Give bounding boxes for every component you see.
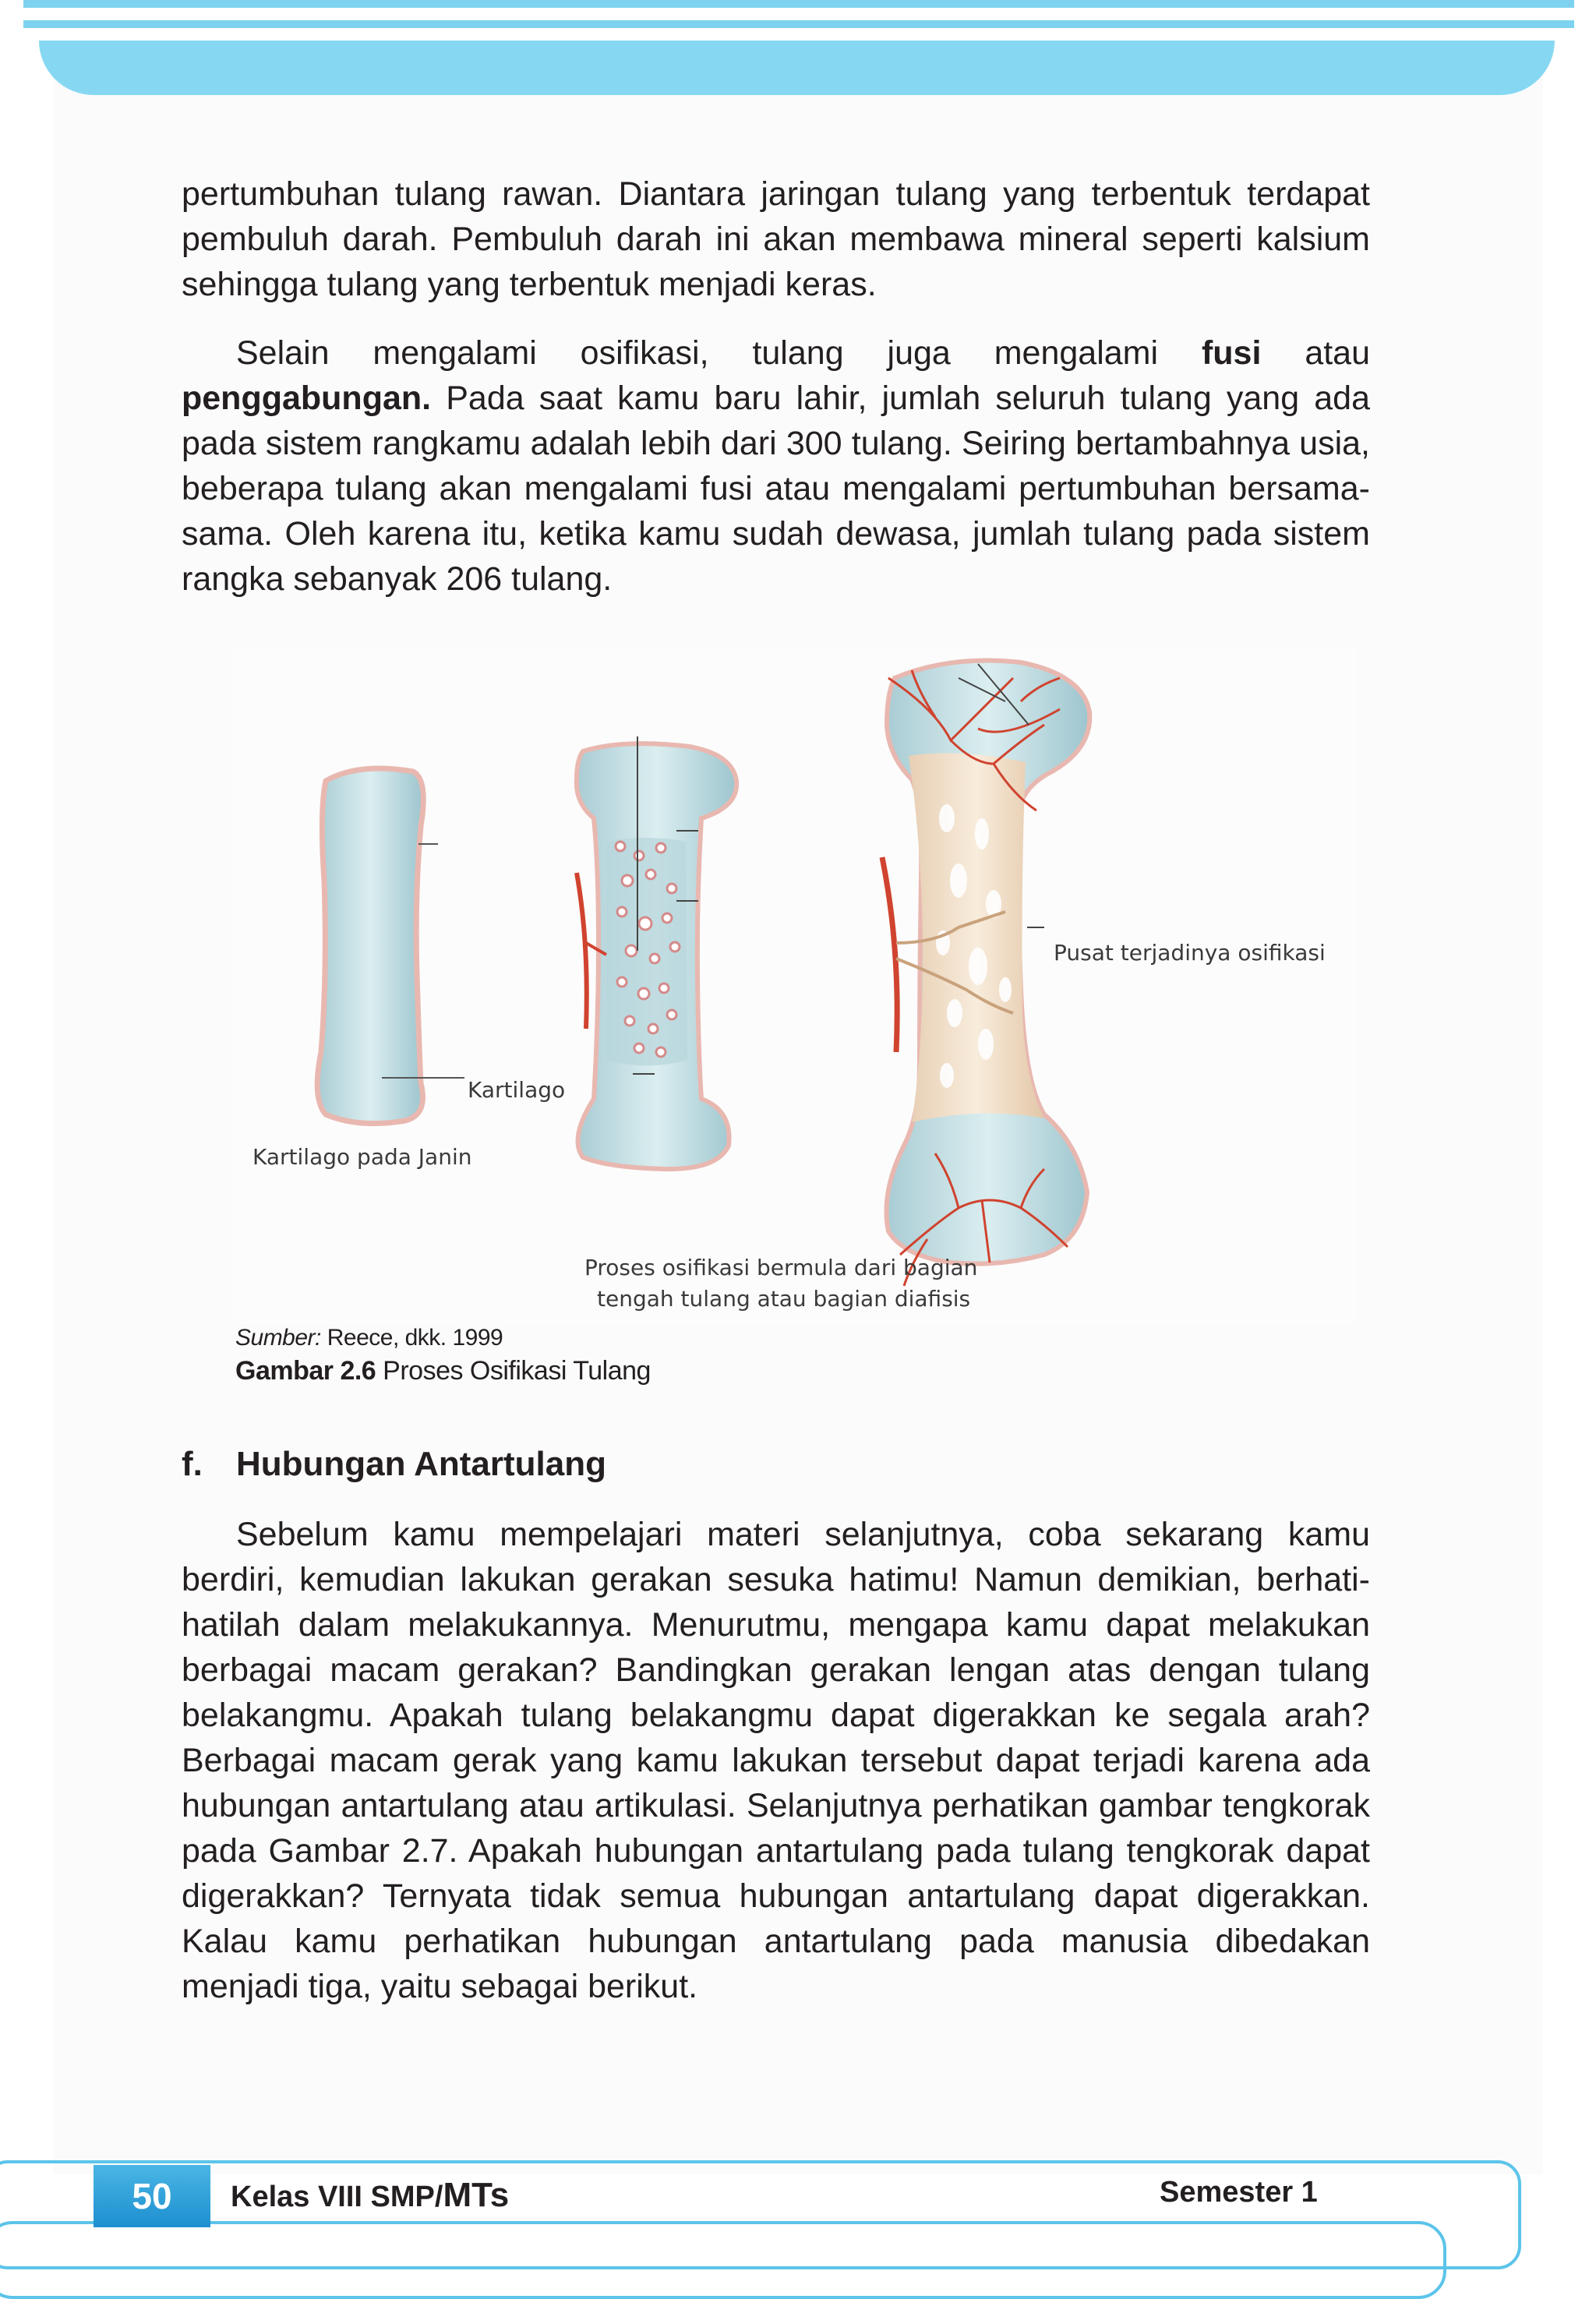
section-title: Hubungan Antartulang bbox=[236, 1445, 606, 1483]
paragraph-continuation: pertumbuhan tulang rawan. Diantara jaringan tulang yang terbentuk terdapat pembuluh darah. Pembuluh darah ini akan membawa mineral seperti kalsium sehingga tulang yang terbentuk menjadi keras. bbox=[182, 175, 1370, 303]
bold-term-fusi: fusi bbox=[1201, 334, 1262, 372]
header-band bbox=[39, 41, 1555, 95]
paragraph-text: Selain mengalami osifikasi, tulang juga mengalami bbox=[236, 334, 1202, 372]
label-proses-line1: Proses osifikasi bermula dari bagian bbox=[584, 1255, 978, 1280]
ossification-figure bbox=[234, 647, 1356, 1325]
source-text: Reece, dkk. 1999 bbox=[320, 1325, 503, 1351]
paragraph-text: atau bbox=[1261, 334, 1371, 372]
footer-book-title bbox=[231, 2176, 509, 2215]
footer-mts: MTs bbox=[443, 2176, 510, 2214]
label-pusat-osifikasi: Pusat terjadinya osifikasi bbox=[1054, 940, 1326, 966]
label-proses-line2: tengah tulang atau bagian diafisis bbox=[597, 1286, 971, 1312]
bold-term-penggabungan: penggabungan. bbox=[182, 380, 432, 417]
label-kartilago-janin: Kartilago pada Janin bbox=[252, 1144, 472, 1170]
footer-class: Kelas VIII SMP/ bbox=[231, 2181, 443, 2213]
bone-fetal-cartilage bbox=[317, 768, 423, 1124]
figure-source bbox=[235, 1325, 503, 1351]
page-number: 50 bbox=[94, 2165, 210, 2227]
ossification-illustration bbox=[234, 647, 1356, 1325]
footer-semester: Semester 1 bbox=[1160, 2176, 1318, 2209]
section-letter: f. bbox=[182, 1445, 203, 1483]
caption-number: Gambar 2.6 bbox=[235, 1356, 376, 1386]
figure-caption bbox=[235, 1356, 651, 1386]
paragraph-fusi bbox=[182, 330, 1370, 602]
footer-frame-lower bbox=[0, 2221, 1446, 2299]
source-prefix: Sumber: bbox=[235, 1325, 321, 1351]
header-stripe-middle bbox=[23, 20, 1574, 28]
caption-text: Proses Osifikasi Tulang bbox=[376, 1356, 651, 1386]
label-kartilago: Kartilago bbox=[468, 1077, 566, 1103]
paragraph-text: Pada saat kamu baru lahir, jumlah seluruh tulang yang ada pada sistem rangkamu adalah lebih dari 300 tulang. Seiring bertambahnya usia, beberapa tulang akan mengalami fusi atau mengalami pertumbuhan bersama-sama. Oleh karena itu, ketika kamu sudah dewasa, jumlah tulang pada sistem rangka sebanyak 206 tulang. bbox=[182, 380, 1370, 598]
section-heading bbox=[182, 1445, 606, 1484]
paragraph-hubungan: Sebelum kamu mempelajari materi selanjutnya, coba sekarang kamu berdiri, kemudian lakukan gerakan sesuka hatimu! Namun demikian, berhati-hatilah dalam melakukannya. Menurutmu, mengapa kamu dapat melakukan berbagai macam gerakan? Bandingkan gerakan lengan atas dengan tulang belakangmu. Apakah tulang belakangmu dapat digerakkan ke segala arah? Berbagai macam gerak yang kamu lakukan tersebut dapat terjadi karena ada hubungan antartulang atau artikulasi. Selanjutnya perhatikan gambar tengkorak pada Gambar 2.7. Apakah hubungan antartulang pada tulang tengkorak dapat digerakkan? Ternyata tidak semua hubungan antartulang dapat digerakkan. Kalau kamu perhatikan hubungan antartulang pada manusia dibedakan menjadi tiga, yaitu sebagai berikut. bbox=[182, 1516, 1370, 2005]
header-stripe-top bbox=[23, 0, 1574, 8]
